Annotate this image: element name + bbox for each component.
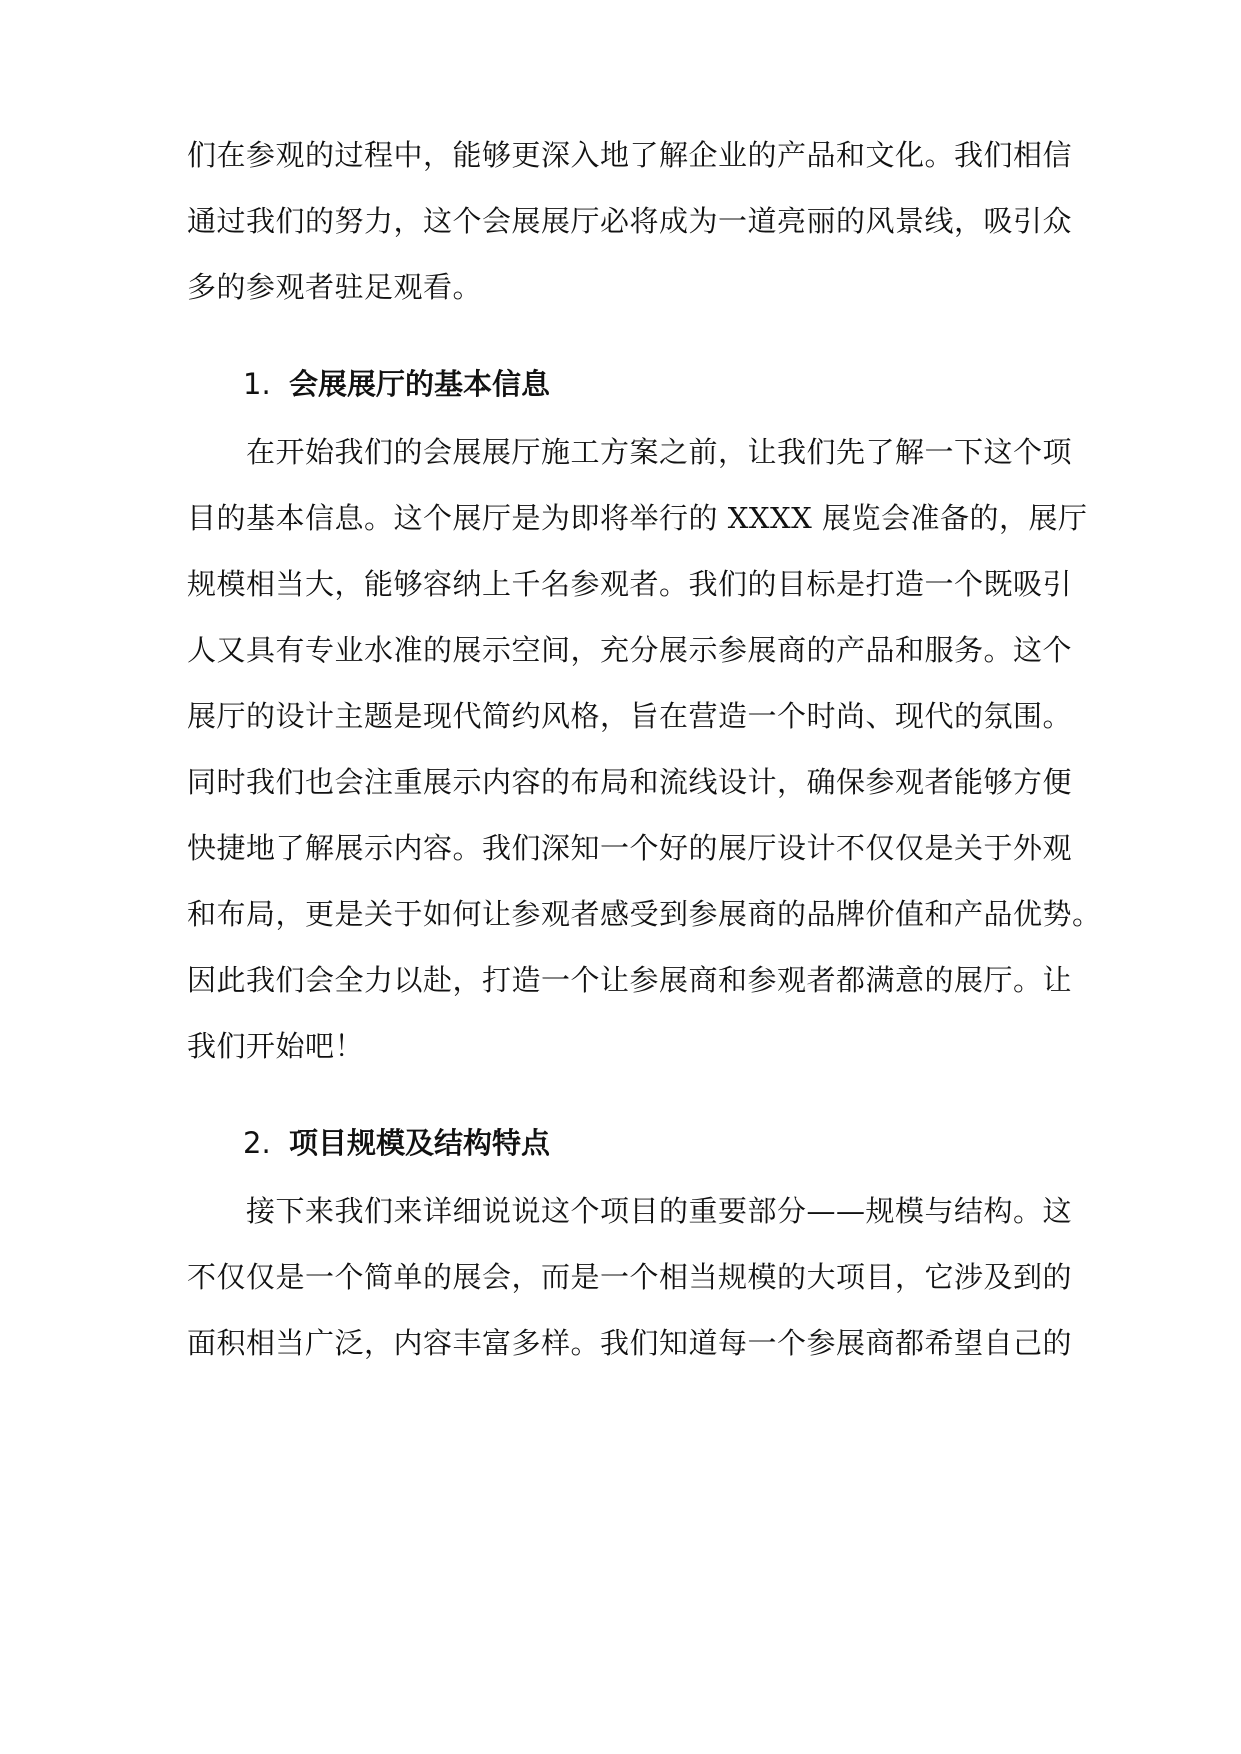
- paragraph-line: 不仅仅是一个简单的展会，而是一个相当规模的大项目，它涉及到的: [187, 1260, 1073, 1294]
- paragraph-line: 快捷地了解展示内容。我们深知一个好的展厅设计不仅仅是关于外观: [187, 831, 1073, 865]
- paragraph-line: 多的参观者驻足观看。: [187, 270, 483, 304]
- paragraph-line: 人又具有专业水准的展示空间，充分展示参展商的产品和服务。这个: [187, 633, 1073, 667]
- paragraph-line: 目的基本信息。这个展厅是为即将举行的 XXXX 展览会准备的，展厅: [187, 501, 1088, 535]
- paragraph-line: 在开始我们的会展展厅施工方案之前，让我们先了解一下这个项: [187, 435, 1073, 469]
- section-heading-1: [243, 364, 550, 404]
- paragraph-line: 同时我们也会注重展示内容的布局和流线设计，确保参观者能够方便: [187, 765, 1073, 799]
- section-heading-2: [243, 1123, 550, 1163]
- paragraph-line: 和布局，更是关于如何让参观者感受到参展商的品牌价值和产品优势。: [187, 897, 1102, 931]
- paragraph-line: 规模相当大，能够容纳上千名参观者。我们的目标是打造一个既吸引: [187, 567, 1073, 601]
- section-title: 项目规模及结构特点: [289, 1126, 551, 1160]
- section-number: 1.: [243, 367, 271, 401]
- section-number: 2.: [243, 1126, 271, 1160]
- paragraph-line: 接下来我们来详细说说这个项目的重要部分——规模与结构。这: [187, 1194, 1073, 1228]
- paragraph-line: 因此我们会全力以赴，打造一个让参展商和参观者都满意的展厅。让: [187, 963, 1073, 997]
- section-title: 会展展厅的基本信息: [289, 367, 551, 401]
- paragraph-line: 我们开始吧！: [187, 1029, 365, 1063]
- paragraph-line: 们在参观的过程中，能够更深入地了解企业的产品和文化。我们相信: [187, 138, 1073, 172]
- paragraph-line: 展厅的设计主题是现代简约风格，旨在营造一个时尚、现代的氛围。: [187, 699, 1073, 733]
- paragraph-line: 面积相当广泛，内容丰富多样。我们知道每一个参展商都希望自己的: [187, 1326, 1073, 1360]
- paragraph-line: 通过我们的努力，这个会展展厅必将成为一道亮丽的风景线，吸引众: [187, 204, 1073, 238]
